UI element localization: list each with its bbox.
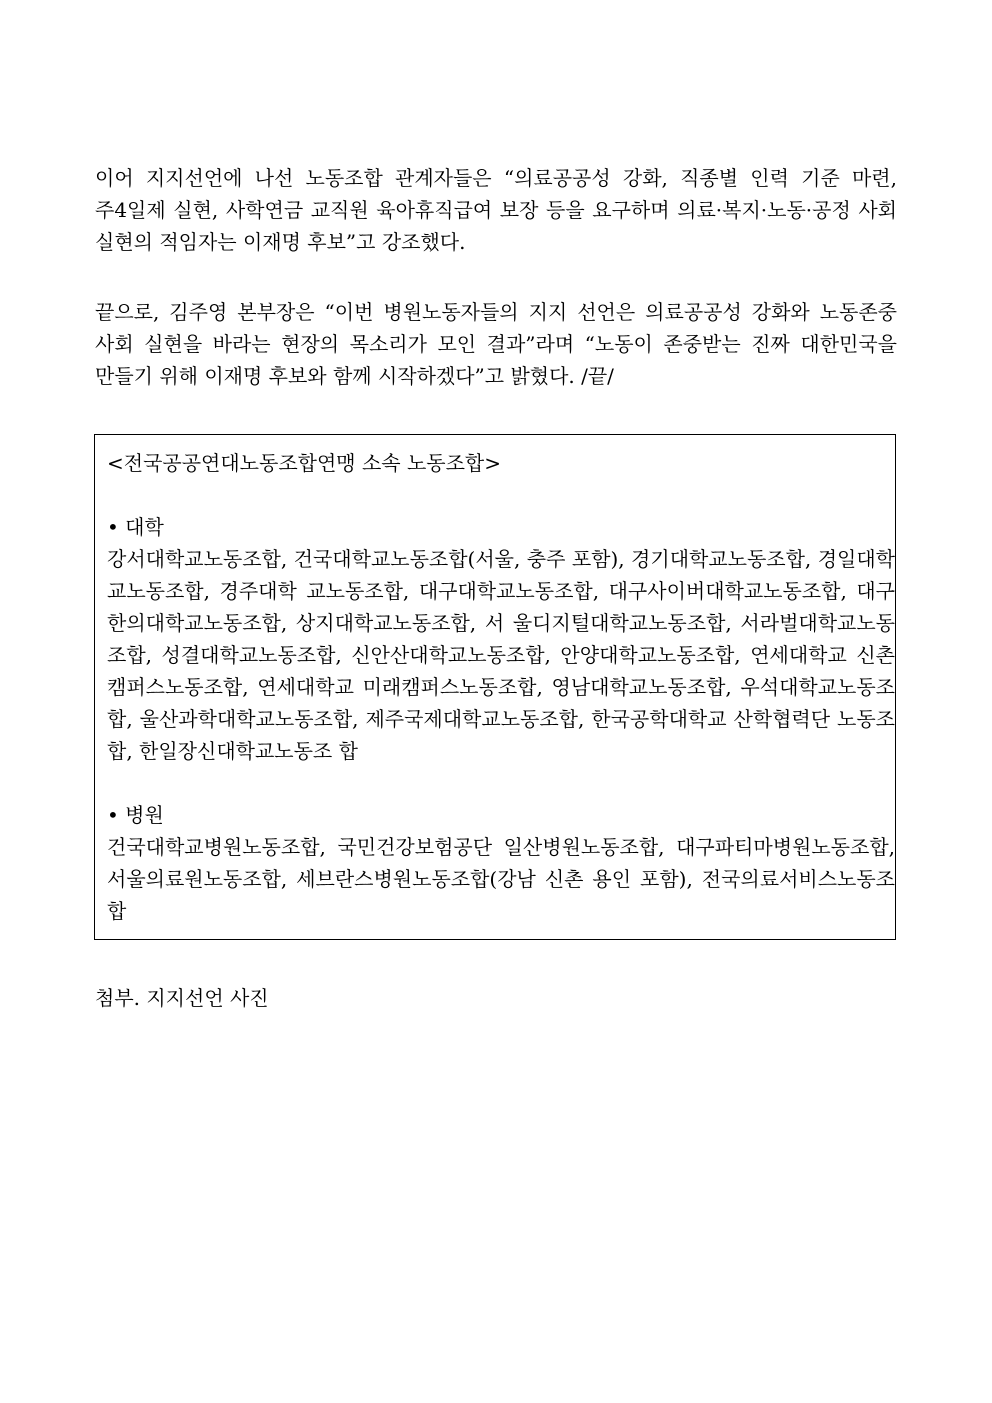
union-list-title: <전국공공연대노동조합연맹 소속 노동조합> xyxy=(107,451,501,475)
spacer xyxy=(107,767,895,799)
spacer xyxy=(107,479,895,511)
paragraph-endorsement-demands: 이어 지지선언에 나선 노동조합 관계자들은 “의료공공성 강화, 직종별 인력 기준 마련, 주4일제 실현, 사학연금 교직원 육아휴직급여 보장 등을 요구하며 의료·복지·노동·공정 사회 실현의 적임자는 이재명 후보”고 강조했다. xyxy=(95,166,897,254)
union-list-box xyxy=(94,434,896,940)
university-heading: • 대학 xyxy=(107,515,164,539)
attachment-note: 첨부. 지지선언 사진 xyxy=(95,986,269,1010)
paragraph-closing-remarks: 끝으로, 김주영 본부장은 “이번 병원노동자들의 지지 선언은 의료공공성 강화와 노동존중 사회 실현을 바라는 현장의 목소리가 모인 결과”라며 “노동이 존중받는 진짜 대한민국을 만들기 위해 이재명 후보와 함께 시작하겠다”고 밝혔다. /끝/ xyxy=(95,300,897,388)
university-union-list: 강서대학교노동조합, 건국대학교노동조합(서울, 충주 포함), 경기대학교노동조합, 경일대학교노동조합, 경주대학 교노동조합, 대구대학교노동조합, 대구사이버대학교노동조합, 대구한의대학교노동조합, 상지대학교노동조합, 서 울디지털대학교노동조합, 서라벌대학교노동조합, 성결대학교노동조합, 신안산대학교노동조합, 안양대학교노동조합, 연세대학교 신촌캠퍼스노동조합, 연세대학교 미래캠퍼스노동조합, 영남대학교노동조합, 우석대학교노동조합, 울산과학대학교노동조합, 제주국제대학교노동조합, 한국공학대학교 산학협력단 노동조합, 한일장신대학교노동조 합 xyxy=(107,547,895,763)
hospital-union-list: 건국대학교병원노동조합, 국민건강보험공단 일산병원노동조합, 대구파티마병원노동조합, 서울의료원노동조합, 세브란스병원노동조합(강남 신촌 용인 포함), 전국의료서비스노동조합 xyxy=(107,835,895,923)
hospital-heading: • 병원 xyxy=(107,803,164,827)
